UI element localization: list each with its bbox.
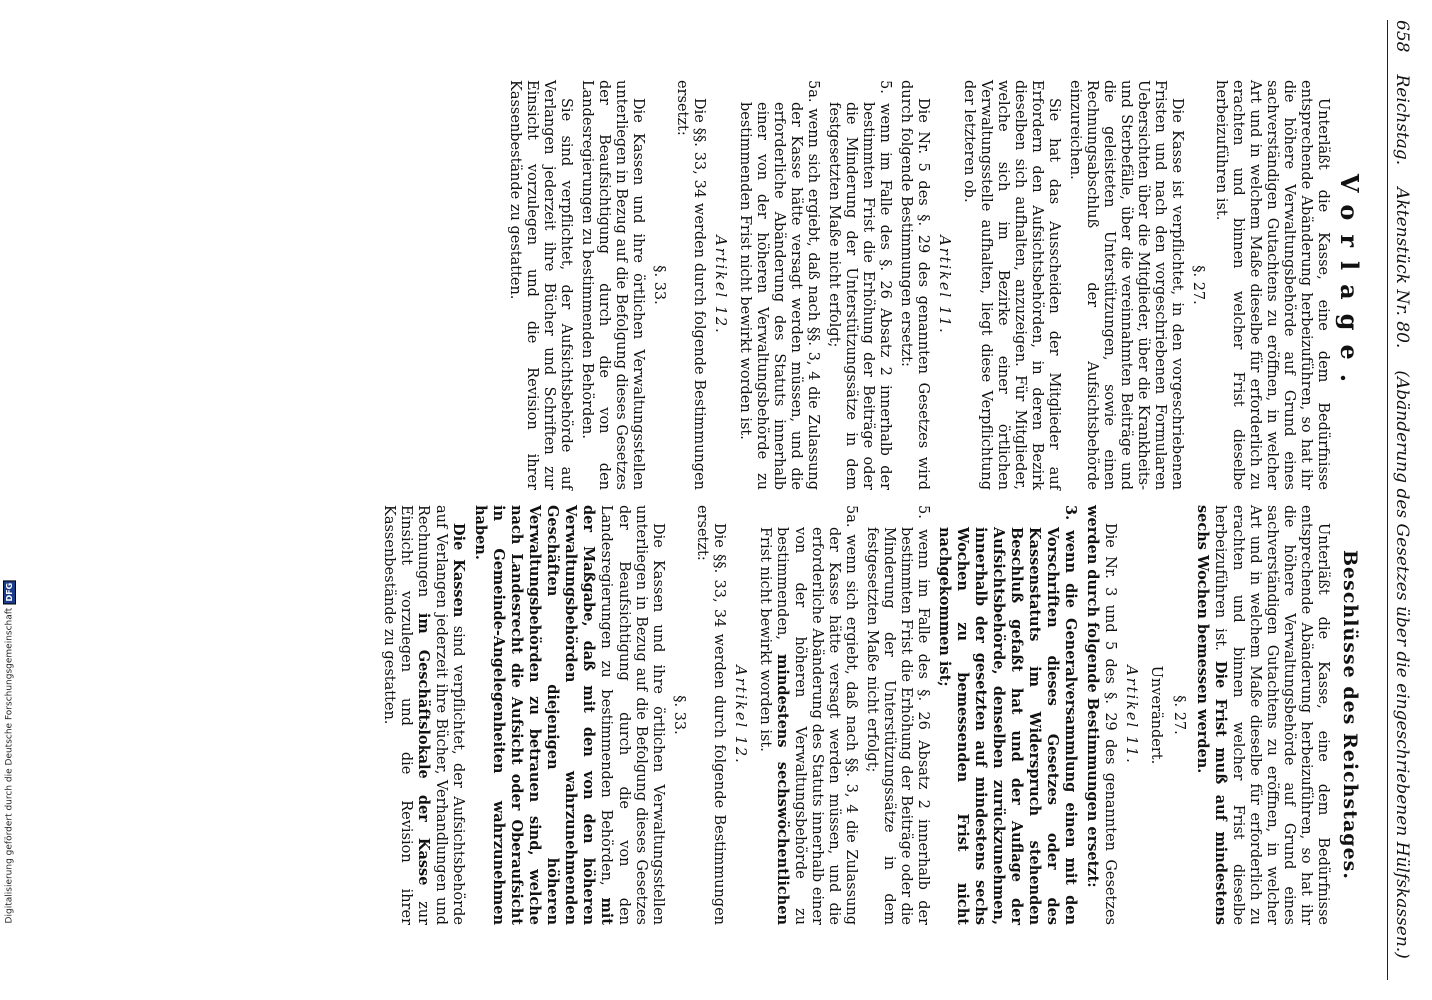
article-12-intro: Die §§. 33, 34 werden durch folgende Bestimmungen ersetzt: [674, 80, 707, 490]
intro-paragraph [1193, 505, 1331, 925]
section-33-p2-amendment-a: Die Kassen [450, 523, 467, 618]
column-title-beschluesse: Beschlüsse des Reichstages. [1339, 550, 1361, 880]
intro-amendment: Die Frist muß auf mindestens sechs Wochen bemessen werden. [1194, 505, 1229, 925]
section-27-unchanged: Unverändert. [1148, 665, 1164, 765]
section-heading-33: §. 33. [671, 695, 687, 735]
document-number: Aktenstück Nr. 80. [1392, 187, 1412, 349]
item-5: 5. wenn im Falle des §. 26 Absatz 2 innerhalb der bestimmten Frist die Erhöhung der Beiträge oder die Minderung der Unterstützungssätze in dem festgesetzten Maße nicht erfolgt; [864, 505, 931, 925]
section-33-p1-amendment: mit der Maßgabe, daß mit den von den höheren Verwaltungsbehörden wahrzunehmenden Geschäften diejenigen höheren Verwaltungsbehörden zu betrauen sind, welche nach Landesrecht die Aufsicht oder Oberaufsicht in Gemeinde-Angelegenheiten wahrzunehmen haben. [472, 505, 615, 926]
dfg-logo-icon: DFG [3, 580, 16, 605]
item-3-text: 3. wenn die Generalversammlung einen mit den Vorschriften dieses Gesetzes oder des Kassenstatuts im Widerspruch stehenden Beschluß gefaßt hat und der Auflage der Aufsichtsbehörde, denselben zurückzunehmen, innerhalb der gesetzten auf mindestens sechs Wochen zu bemessenden Frist nicht nachgekommen ist; [936, 505, 1079, 925]
article-12-intro: Die §§. 33, 34 werden durch folgende Bestimmungen ersetzt: [694, 505, 727, 925]
article-heading-11: Artikel 11. [936, 235, 952, 335]
column-vorlage [502, 80, 1362, 490]
intro-paragraph: Unterläßt die Kasse, eine dem Bedürfnisse entsprechende Abänderung herbeizuführen, so hat ihr die höhere Verwaltungsbehörde auf Grund eines sachverständigen Gutachtens zu eröffnen, in welcher Art und in welchem Maße dieselbe für erforderlich zu erachten und binnen welcher Frist dieselbe herbeizuführen ist. [1213, 80, 1331, 490]
document-subject: (Abänderung des Gesetzes über die eingeschriebenen Hülfskassen.) [1392, 370, 1412, 959]
page-header [1387, 20, 1412, 980]
article-heading-12: Artikel 12. [712, 235, 728, 335]
digitization-credit-text: Digitalisierung gefördert durch die Deutsche Forschungsgemeinschaft [4, 607, 15, 924]
section-33-p2-text-b: zur Einsicht vorzulegen und die Revision ihrer Kassenbestände zu gestatten. [381, 505, 431, 926]
section-33-p1-text: Die Kassen und ihre örtlichen Verwaltungsstellen unterliegen in Bezug auf die Befolgung dieses Gesetzes der Beaufsichtigung durch die von den Landesregierungen zu bestimmenden Behörden, [598, 505, 666, 925]
article-11-intro [1083, 505, 1118, 925]
section-33-p2-text-a: sind verpflichtet, der Aufsichtsbehörde auf Verlangen jederzeit ihre Bücher, Verhandlungen und Rechnungen [415, 505, 466, 925]
item-3 [935, 505, 1079, 925]
section-27-paragraph-1: Die Kasse ist verpflichtet, in den vorgeschriebenen Fristen und nach den vorgeschriebenen Formularen Uebersichten über die Mitglieder, über die Krankheits- und Sterbefälle, über die vereinnahmten Beiträge und die geleisteten Unterstützungen, sowie einen Rechnungsabschluß der Aufsichtsbehörde einzureichen. [1067, 80, 1185, 490]
article-11-intro: Die Nr. 5 des §. 29 des genannten Gesetzes wird durch folgende Bestimmungen ersetzt: [898, 80, 931, 490]
section-33-paragraph-2: Sie sind verpflichtet, der Aufsichtsbehörde auf Verlangen jederzeit ihre Bücher und Schriften zur Einsicht vorzulegen und die Revision ihrer Kassenbestände zu gestatten. [507, 80, 574, 490]
item-5a: 5a. wenn sich ergiebt, daß nach §§. 3, 4 die Zulassung der Kasse hätte versagt werden müssen, und die erforderliche Abänderung des Statuts innerhalb einer von der höheren Verwaltungsbehörde zu bestimmenden Frist nicht bewirkt worden ist. [737, 80, 821, 490]
item-5a [756, 505, 859, 925]
section-heading-33: §. 33. [651, 265, 667, 305]
section-heading-27: §. 27. [1171, 695, 1187, 735]
item-5: 5. wenn im Falle des §. 26 Absatz 2 innerhalb der bestimmten Frist die Erhöhung der Beiträge oder die Minderung der Unterstützungssätze in dem festgesetzten Maße nicht erfolgt; [826, 80, 893, 490]
article-11-intro-text: Die Nr. 3 und 5 des §. 29 des genannten Gesetzes [1102, 523, 1118, 925]
section-33-paragraph-1: Die Kassen und ihre örtlichen Verwaltungsstellen unterliegen in Bezug auf die Befolgung dieses Gesetzes der Beaufsichtigung durch die von den Landesregierungen zu bestimmenden Behörden. [579, 80, 646, 490]
column-beschluesse [376, 505, 1362, 925]
column-title-vorlage: Vorlage. [1335, 173, 1364, 397]
section-heading-27: §. 27. [1190, 265, 1206, 305]
section-27-paragraph-2: Sie hat das Ausscheiden der Mitglieder auf Erfordern den Aufsichtsbehörden, in deren Bezirk dieselben sich aufhalten, anzuzeigen. Für Mitglieder, welche sich im Bezirke einer örtlichen Verwaltungsstelle aufhalten, liegt diese Verpflichtung der letzteren ob. [961, 80, 1062, 490]
item-5a-end: Frist nicht bewirkt worden ist. [757, 527, 773, 752]
digitization-credit [3, 580, 16, 923]
section-33-p2-amendment-b: im Geschäftslokale der Kasse [415, 612, 432, 886]
journal-name: Reichstag. [1392, 74, 1412, 166]
page-number: 658 [1392, 20, 1412, 53]
section-33-paragraph-2 [380, 505, 467, 925]
item-5a-amendment: mindestens sechswöchentlichen [774, 653, 791, 925]
item-5a-text: 5a. wenn sich ergiebt, daß nach §§. 3, 4 die Zulassung der Kasse hätte versagt werden müssen, und die erforderliche Abänderung des Statuts innerhalb einer von der höheren Verwaltungsbehörde zu bestimmenden, [774, 505, 859, 925]
article-11-intro-amendment: werden durch folgende Bestimmungen ersetzt: [1084, 505, 1101, 888]
section-33-paragraph-1 [471, 505, 666, 925]
intro-text: Unterläßt die Kasse, eine dem Bedürfnisse entsprechende Abänderung herbeizuführen, so hat ihr die höhere Verwaltungsbehörde auf Grund eines sachverständigen Gutachtens zu eröffnen, in welcher Art und in welchem Maße dieselbe für erforderlich zu erachten und binnen welcher Frist dieselbe herbeizuführen ist. [1212, 505, 1331, 925]
article-heading-12: Artikel 12. [732, 665, 748, 765]
article-heading-11: Artikel 11. [1123, 665, 1139, 765]
